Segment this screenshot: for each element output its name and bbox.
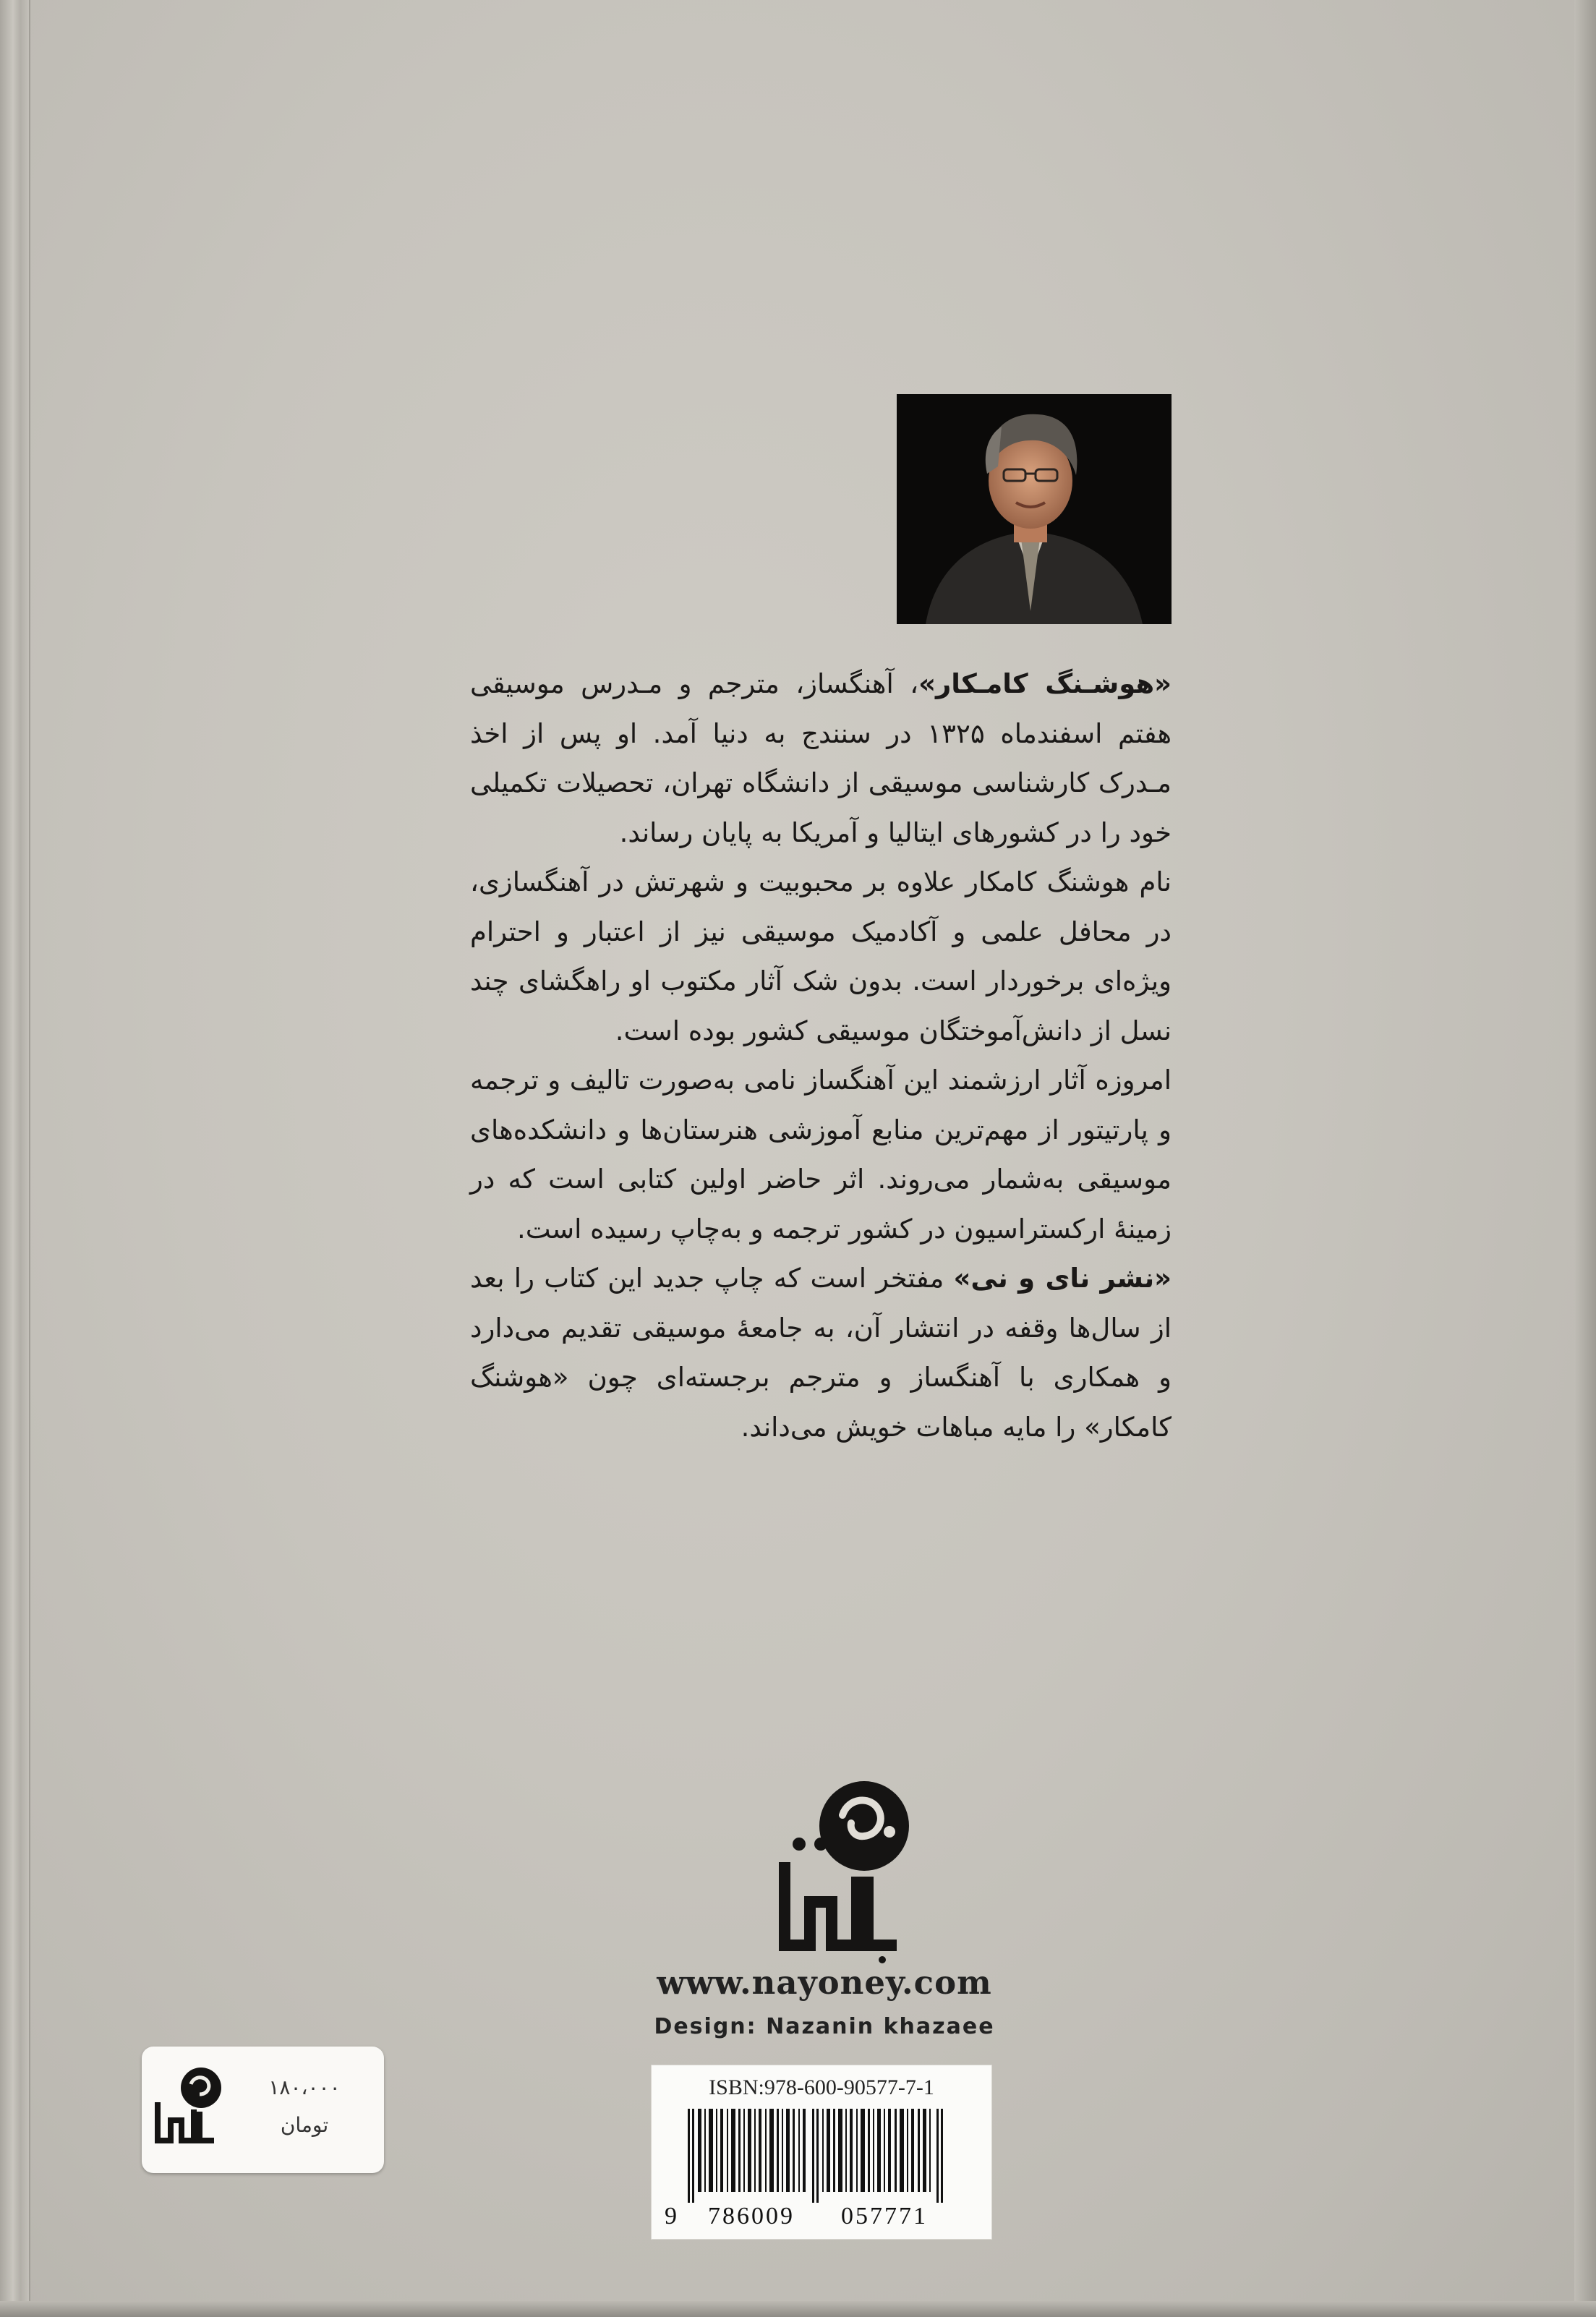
price-sticker (142, 2047, 384, 2173)
publisher-logo (756, 1775, 936, 1963)
bio-paragraph-4 (470, 1254, 1172, 1452)
publisher-website: www.nayoney.com (657, 1963, 992, 2002)
author-name-inline: «هوشنگ کامکار» (470, 1362, 1172, 1443)
author-biography (470, 660, 1172, 1452)
barcode-digit-first: 9 (665, 2203, 679, 2229)
isbn-number: ISBN:978-600-90577-7-1 (709, 2075, 934, 2099)
isbn-barcode (651, 2065, 992, 2240)
barcode-digits-group-2: 057771 (841, 2203, 928, 2229)
design-credit: Design: Nazanin khazaee (654, 2014, 995, 2039)
publisher-name: «نشر نای و نی» (953, 1263, 1172, 1294)
nayoney-logo-icon (756, 1775, 936, 1963)
bio-paragraph-1 (470, 660, 1172, 858)
cover-bottom-edge (0, 2301, 1596, 2317)
barcode-icon (666, 2109, 977, 2203)
publisher-mini-logo-icon (149, 2062, 229, 2149)
author-name: «هوشـنگ کامـکار» (918, 668, 1172, 699)
cover-edge (1574, 0, 1596, 2317)
price-value: ۱۸۰،۰۰۰ (268, 2075, 341, 2099)
bio-paragraph-1-text: ، آهنگساز، مترجم و مـدرس موسیقی هفتم اسفندماه ۱۳۲۵ در سنندج به دنیا آمد. او پس از اخذ مـدرک کارشناسی موسیقی از دانشگاه تهران، تحصیلات تکمیلی خود را در کشورهای ایتالیا و آمریکا به پایان رساند. (470, 668, 1172, 848)
barcode-digits-group-1: 786009 (708, 2203, 795, 2229)
author-photo (897, 394, 1172, 624)
book-spine (0, 0, 30, 2317)
bio-paragraph-4-text-b: را مایه مباهات خویش می‌داند. (741, 1411, 1085, 1443)
bio-paragraph-2: نام هوشنگ کامکار علاوه بر محبوبیت و شهرتش در آهنگسازی، در محافل علمی و آکادمیک موسیقی نیز از اعتبار و احترام ویژه‌ای برخوردار است. بدون شک آثار مکتوب او راهگشای چند نسل از دانش‌آموختگان موسیقی کشور بوده است. (470, 866, 1172, 1046)
bio-paragraph-4-text-a: مفتخر است که چاپ جدید این کتاب را بعد از سال‌ها وقفه در انتشار آن، به جامعهٔ موسیقی تقدیم می‌دارد و همکاری با آهنگساز و مترجم برجسته‌ای چون (470, 1263, 1172, 1393)
bio-paragraph-3: امروزه آثار ارزشمند این آهنگساز نامی به‌صورت تالیف و ترجمه و پارتیتور از مهم‌ترین منابع آموزشی هنرستان‌ها و دانشکده‌های موسیقی به‌شمار می‌روند. اثر حاضر اولین کتابی است که در زمینهٔ ارکستراسیون در کشور ترجمه و به‌چاپ رسیده است. (470, 1064, 1172, 1245)
author-portrait-image (897, 394, 1172, 624)
price-currency: تومان (280, 2113, 329, 2137)
